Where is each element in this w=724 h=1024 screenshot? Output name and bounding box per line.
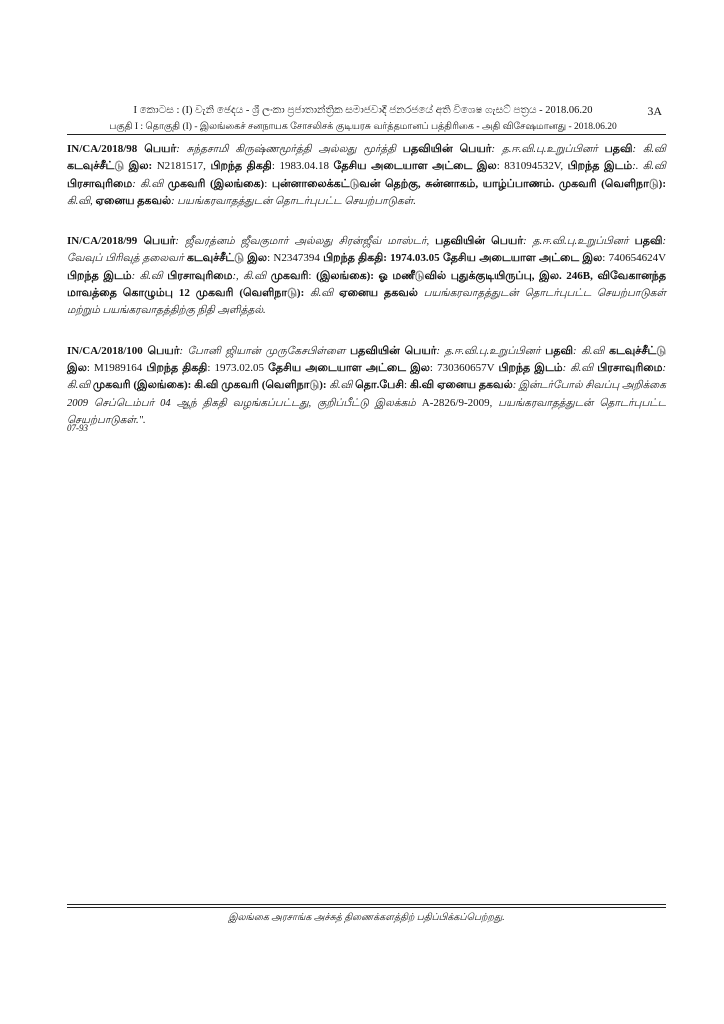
entry-text-segment: பிறந்த இடம் (67, 269, 132, 282)
entry-text-segment: பெயர் (144, 143, 177, 155)
entry-98 (67, 141, 666, 210)
entry-text-segment: : கி.வி (573, 345, 609, 357)
entry-text-segment: தொ.பேசி (355, 379, 404, 392)
footer-divider (67, 904, 666, 905)
entry-text-segment: பதவி (634, 235, 663, 248)
footer-divider-inner (67, 907, 666, 908)
entry-text-segment: , பயங்கரவாதத்துடன் தொடர்புபட்ட செயற்பாடுகள்.". (67, 397, 667, 426)
entry-text-segment: :. கி.வி (632, 161, 666, 173)
gazette-header (60, 104, 666, 134)
entry-99 (67, 233, 666, 319)
entry-text-segment: பயங்கரவாதத்துடன் தொடர்புபட்ட செயற்பாடுகள் மற்றும் பயங்கரவாதத்திற்கு நிதி அளித்தல். (67, 288, 666, 317)
entry-text-segment: : சுந்தசாமி கிருஷ்ணமூர்த்தி அல்லது மூர்த்தி (176, 144, 403, 155)
entry-text-segment: : கி.வி (562, 362, 598, 374)
entry-text-segment: ஏனைய தகவல் (339, 287, 418, 300)
entry-text-segment: : ஜீவரத்னம் ஜீவகுமார் அல்லது சிரன்ஜீவ் மாஸ்டர், (175, 236, 436, 248)
entry-text-segment: பதவியின் பெயர் (402, 143, 492, 155)
entry-text-segment: பிரசாவுரிமை (597, 361, 663, 374)
entry-text-segment: தேசிய அடையாள அட்டை இல (442, 252, 603, 265)
entry-text-segment: பிரசாவுரிமை (167, 269, 233, 282)
entry-text-segment: பெயர் (143, 235, 176, 248)
printer-credit: இலங்கை அரசாங்க அச்சுத் திணைக்களத்திற் பதிப்பிக்கப்பெற்றது. (228, 913, 505, 923)
entry-text-segment: : பயங்கரவாதத்துடன் தொடர்புபட்ட செயற்பாடுகள். (171, 195, 416, 207)
entry-text-segment: தேசிய அடையாள அட்டை இல (333, 160, 497, 173)
entry-text-segment: கி.வி (304, 288, 340, 300)
entry-text-segment: IN/CA/2018/100 (67, 344, 148, 357)
entry-text-segment: :, கி.வி (232, 270, 271, 282)
entry-text-segment: : த.ஈ.வி.பு.உறுப்பினர் (523, 236, 635, 248)
entry-text-segment: பதவி (545, 344, 574, 357)
entry-text-segment: : கி.வி (632, 144, 667, 155)
entry-text-segment: : 1973.02.05 (207, 361, 269, 374)
entry-text-segment: : கி.வி (67, 362, 666, 392)
reference-code: 07-93 (67, 423, 88, 433)
page-number: 3A (647, 104, 662, 118)
entry-text-segment: : (308, 269, 317, 282)
entry-text-segment: தேசிய அடையாள அட்டை இல (268, 361, 430, 374)
entry-text-segment: : 831094532V, (496, 160, 568, 173)
entry-text-segment: கடவுச்சீட்டு இல: (67, 160, 157, 173)
entry-text-segment: புன்னாலைக்கட்டுவன் தெற்கு, சுன்னாகம், யாழ்ப்பாணம். முகவரி (வெளிநாடு): (271, 177, 666, 190)
entry-100 (67, 343, 666, 429)
entry-text-segment: : போனி ஜியான் முருகேசபிள்ளை (179, 345, 350, 357)
entry-text-segment: : 730360657V (429, 361, 499, 374)
entry-text-segment: ஏனைய தகவல் (95, 194, 172, 207)
entry-text-segment: பிறந்த இடம் (567, 160, 633, 173)
header-divider (67, 134, 666, 135)
entry-text-segment: பிறந்த திகதி (210, 160, 272, 173)
entries-list (67, 141, 666, 452)
entry-text-segment: : வேவுப் பிரிவுத் தலைவர் (67, 236, 666, 265)
entry-text-segment: : கி.வி (131, 270, 168, 282)
entry-text-segment: : M1989164 (86, 361, 147, 374)
entry-text-segment: பெயர் (147, 344, 180, 357)
entry-text-segment: : இன்டர்போல் சிவப்பு அறிக்கை 2009 செப்டெம்பர் 04 ஆந் திகதி வழங்கப்பட்டது, குறிப்பீட்டு இலக்கம் (67, 380, 666, 409)
entry-text-segment: பதவியின் பெயர் (350, 344, 437, 357)
entry-text-segment: முகவரி (270, 269, 309, 282)
header-sinhala-line: I කොටස : (I) වැනි ඡෙදය - ශ්‍රී ලංකා ප්‍රජාතාන්ත්‍රික සමාජවාදී ජනරජයේ අති විශෙෂ ගැසට් පත්‍රය - 2018.06.20 (133, 105, 593, 116)
entry-text-segment: A-2826/9-2009 (421, 396, 490, 409)
entry-text-segment: : கி.வி (132, 178, 168, 190)
entry-text-segment: : 1983.04.18 (271, 160, 334, 173)
entry-text-segment: கி.வி, (67, 195, 96, 207)
entry-text-segment: ஓ மணீடுவில் புதுக்குடியிருப்பு, இல. 246B, விவேகானந்த மாவத்தை கொழும்பு 12 முகவரி (வெளிநாடு): (67, 269, 666, 300)
entry-text-segment: முகவரி (இலங்கை) (167, 177, 265, 190)
entry-text-segment: IN/CA/2018/98 (67, 143, 145, 155)
entry-text-segment: பிறந்த திகதி (146, 361, 208, 374)
entry-text-segment: : த.ஈ.வி.பு.உறுப்பினர் (491, 144, 605, 155)
entry-text-segment: கடவுச்சீட்டு இல (67, 344, 667, 374)
entry-text-segment: பிறந்த திகதி (323, 252, 384, 265)
entry-text-segment: : 1974.03.05 (383, 252, 443, 265)
entry-text-segment: : (264, 177, 272, 190)
entry-text-segment: கி.வி ஏனைய தகவல் (409, 379, 513, 392)
entry-text-segment: : த.ஈ.வி.பு.உறுப்பினர் (436, 345, 546, 357)
entry-text-segment: : N2347394 (267, 252, 324, 265)
entry-text-segment: பதவி (604, 143, 633, 155)
entry-text-segment: N2181517, (156, 160, 211, 173)
entry-text-segment: IN/CA/2018/99 (67, 235, 144, 248)
header-tamil-line: பகுதி I : தொகுதி (I) - இலங்கைச் சனநாயக சோசலிசக் குடியரசு வர்த்தமானப் பத்திரிகை - அதி விசேஷமானது - 2018.06.20 (109, 122, 617, 132)
entry-text-segment: கடவுச்சீட்டு இல (186, 252, 268, 265)
entry-text-segment: முகவரி (இலங்கை): கி.வி முகவரி (வெளிநாடு): (92, 379, 327, 392)
entry-text-segment: கி.வி (326, 380, 356, 392)
entry-text-segment: : (403, 379, 410, 392)
entry-text-segment: பதவியின் பெயர் (435, 235, 524, 248)
entry-text-segment: பிரசாவுரிமை (67, 177, 133, 190)
entry-text-segment: : 740654624V (602, 252, 667, 265)
entry-text-segment: பிறந்த இடம் (498, 361, 563, 374)
entry-text-segment: (இலங்கை): (316, 269, 379, 282)
